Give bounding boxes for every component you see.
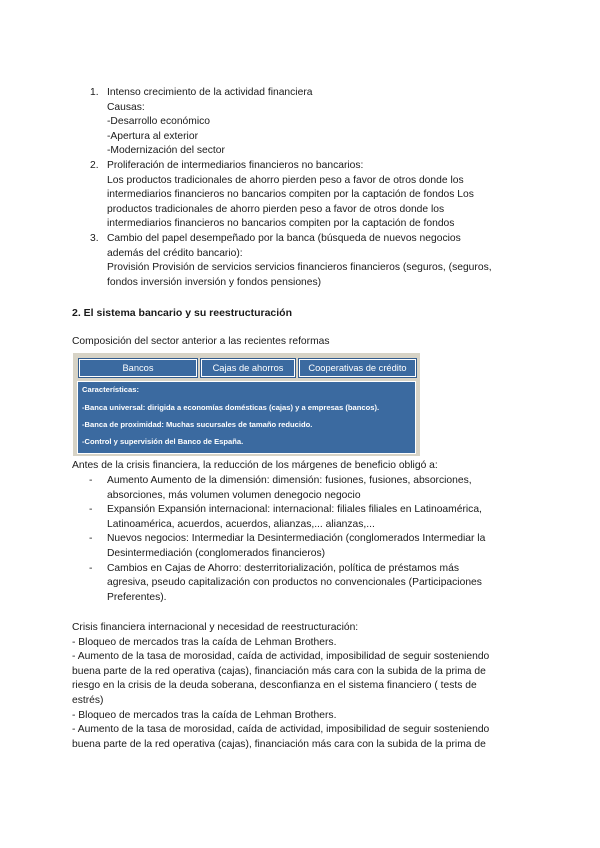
list-item-title: Cambio del papel desempeñado por la banca (búsqueda de nuevos negocios — [107, 232, 461, 244]
panel-heading: Características: — [82, 385, 139, 394]
intro-paragraph: Antes de la crisis financiera, la reducción de los márgenes de beneficio obligó a: — [72, 460, 438, 471]
list-item-line: Latinoamérica, acuerdos, acuerdos, alianzas,... alianzas,... — [107, 518, 375, 530]
list-item-line: Provisión Provisión de servicios servicios financieros financieros (seguros, (seguros, — [107, 262, 492, 274]
list-item-line: Aumento Aumento de la dimensión: dimensión: fusiones, fusiones, absorciones, — [107, 475, 472, 486]
dash-marker: - — [89, 562, 93, 574]
list-item-line: -Apertura al exterior — [107, 130, 198, 142]
crisis-line: - Bloqueo de mercados tras la caída de Lehman Brothers. — [72, 636, 337, 648]
list-item — [90, 159, 532, 232]
crisis-line: Crisis financiera internacional y necesidad de reestructuración: — [72, 622, 359, 633]
section-heading: 2. El sistema bancario y su reestructuración — [72, 307, 293, 319]
list-item-title: Proliferación de intermediarios financieros no bancarios: — [107, 159, 364, 171]
numbered-list — [90, 86, 532, 290]
characteristics-panel — [77, 381, 416, 454]
figure-caption: Composición del sector anterior a las recientes reformas — [72, 336, 330, 347]
crisis-line: - Aumento de la tasa de morosidad, caída de actividad, imposibilidad de seguir sosteniendo — [72, 724, 490, 736]
list-item — [89, 532, 537, 561]
panel-line: -Banca universal: dirigida a economías domésticas (cajas) y a empresas (bancos). — [82, 403, 380, 412]
list-item — [90, 86, 532, 159]
list-number: 2. — [90, 159, 99, 171]
list-item — [90, 232, 532, 290]
crisis-line: estrés) — [72, 694, 104, 706]
list-item-line: fondos inversión inversión y fondos pensiones) — [107, 276, 322, 288]
list-item-line: -Desarrollo económico — [107, 116, 211, 128]
list-item-line: Preferentes). — [107, 591, 167, 603]
banking-sector-figure — [73, 353, 420, 456]
list-item — [89, 562, 537, 606]
list-item-line: absorciones, más volumen volumen denegocio negocio — [107, 489, 361, 501]
list-item-line: -Modernización del sector — [107, 145, 225, 157]
list-item-line: Cambios en Cajas de Ahorro: desterritorialización, política de préstamos más — [107, 562, 459, 574]
crisis-line: buena parte de la red operativa (cajas), financiación más cara con la subida de la prima de — [72, 665, 486, 677]
dash-marker: - — [89, 475, 93, 486]
list-item-line: productos tradicionales de ahorro pierden peso a favor de otros donde los — [107, 203, 445, 215]
list-item-line: además del crédito bancario): — [107, 247, 243, 259]
list-item-line: Causas: — [107, 101, 145, 113]
list-number: 1. — [90, 87, 99, 98]
figure-tab-row — [77, 359, 416, 377]
panel-line: -Banca de proximidad: Muchas sucursales de tamaño reducido. — [82, 420, 313, 429]
list-item-line: Nuevos negocios: Intermediar la Desintermediación (conglomerados Intermediar la — [107, 533, 486, 545]
list-item-line: Los productos tradicionales de ahorro pierden peso a favor de otros donde los — [107, 174, 464, 186]
list-item — [89, 503, 537, 532]
panel-line: -Control y supervisión del Banco de España. — [82, 437, 244, 446]
list-item-line: intermediarios financieros no bancarios compiten por la captación de fondos — [107, 218, 455, 230]
tab-bancos: Bancos — [79, 359, 197, 377]
list-item-line: Desintermediación (conglomerados financieros) — [107, 547, 326, 559]
dash-marker: - — [89, 533, 93, 545]
list-item-title: Intenso crecimiento de la actividad financiera — [107, 87, 313, 98]
crisis-line: - Aumento de la tasa de morosidad, caída de actividad, imposibilidad de seguir sosteniendo — [72, 651, 490, 663]
crisis-line: - Bloqueo de mercados tras la caída de Lehman Brothers. — [72, 709, 337, 721]
list-item-line: intermediarios financieros no bancarios compiten por la captación de fondos Los — [107, 189, 474, 201]
tab-cajas-de-ahorros: Cajas de ahorros — [201, 359, 295, 377]
dash-list — [89, 474, 537, 605]
list-item — [89, 474, 537, 503]
list-item-line: agresiva, pseudo capitalización con productos no convencionales (Participaciones — [107, 577, 482, 589]
tab-cooperativas-de-credito: Cooperativas de crédito — [299, 359, 416, 377]
dash-marker: - — [89, 504, 93, 516]
crisis-paragraph — [72, 621, 522, 752]
list-number: 3. — [90, 232, 99, 244]
crisis-line: riesgo en la crisis de la deuda soberana, desconfianza en el sistema financiero ( tests de — [72, 680, 477, 692]
crisis-line: buena parte de la red operativa (cajas), financiación más cara con la subida de la prima de — [72, 738, 486, 750]
list-item-line: Expansión Expansión internacional: internacional: filiales filiales en Latinoamérica, — [107, 504, 482, 516]
